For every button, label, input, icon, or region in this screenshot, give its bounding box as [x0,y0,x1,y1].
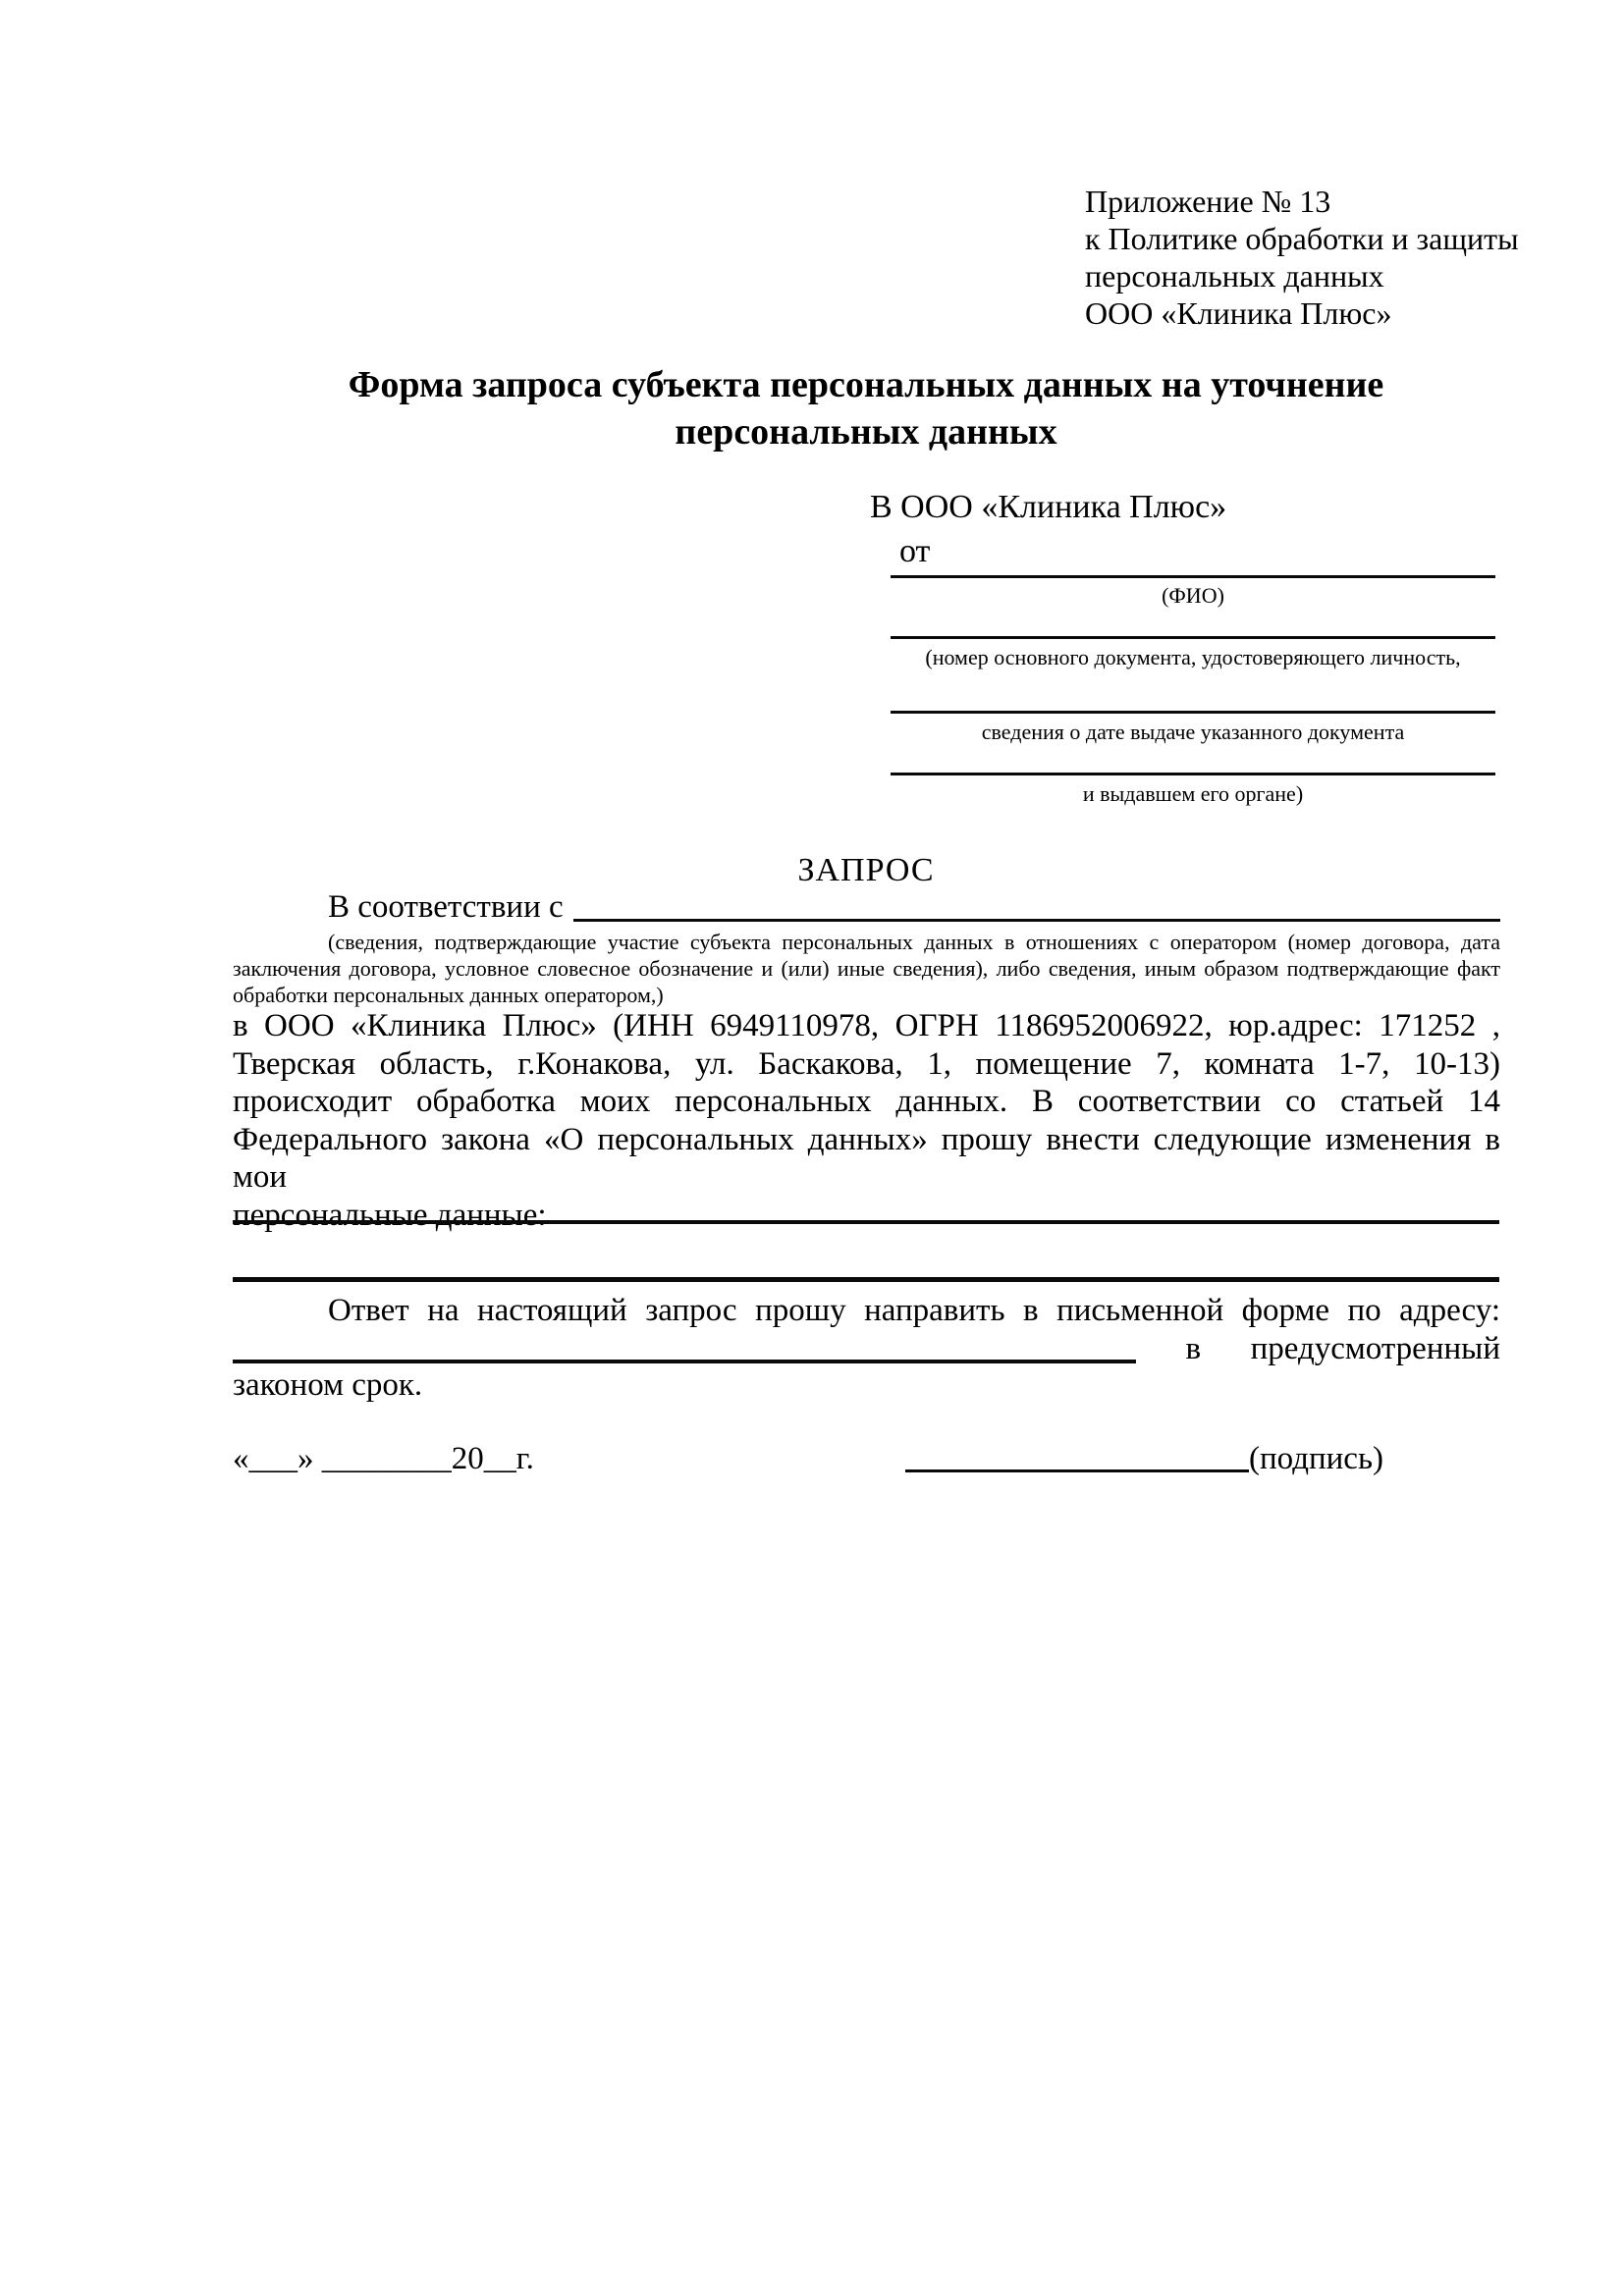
document-number-blank-line [891,636,1495,639]
fio-caption: (ФИО) [1162,583,1224,608]
issue-date-blank-line [891,711,1495,714]
footnote-line-2: заключения договора, условное словесное обозначение и (или) иные сведения), либо сведения, иным образом подтверждающие факт [233,956,1500,981]
document-title-line-2: персональных данных [675,411,1057,453]
request-body [233,1007,1500,1235]
address-blank-line [233,1360,1136,1363]
issuing-authority-caption: и выдавшем его органе) [1082,781,1304,806]
signature-caption: (подпись) [1249,1441,1383,1476]
response-word-term: предусмотренный [1250,1331,1500,1366]
intro-prefix: В соответствии с [328,889,564,925]
footnote-line-1: (сведения, подтверждающие участие субъекта персональных данных в отношениях с оператором (номер договора, дата [328,930,1500,954]
footnote [233,929,1500,1008]
address-blank-row [233,1329,1500,1366]
appendix-policy-line-2: персональных данных [1085,258,1384,294]
document-number-caption: (номер основного документа, удостоверяющего личность, [925,645,1461,669]
date-blank: «___» ________20__г. [233,1441,534,1476]
signature-blank-line [905,1469,1249,1472]
signature-row [233,1437,1499,1478]
body-line-3: происходит обработка моих персональных данных. В соответствии со статьей 14 [233,1084,1500,1120]
issuing-authority-blank-line [891,773,1495,775]
intro-blank-line [573,919,1500,922]
body-line-2: Тверская область, г.Конакова, ул. Баскакова, 1, помещение 7, комната 1-7, 10-13) [233,1045,1500,1082]
signature-group [905,1439,1383,1478]
changes-blank-line-1 [233,1220,1499,1224]
body-line-5: персональные данные: [233,1197,547,1233]
document-title-line-1: Форма запроса субъекта персональных данных на уточнение [348,364,1384,405]
addressee-from-label: от [899,533,931,569]
response-word-v: в [1185,1331,1202,1366]
issue-date-caption: сведения о дате выдаче указанного документа [981,720,1405,744]
appendix-policy-line: к Политике обработки и защиты [1085,221,1519,256]
intro-row [233,886,1500,926]
addressee-to: В ООО «Клиника Плюс» [870,489,1227,525]
request-heading: ЗАПРОС [797,852,935,888]
footnote-line-3: обработки персональных данных оператором,) [233,983,664,1007]
appendix-number: Приложение № 13 [1085,184,1331,219]
body-line-1: в ООО «Клиника Плюс» (ИНН 6949110978, ОГРН 1186952006922, юр.адрес: 171252 , [233,1008,1500,1043]
appendix-company: ООО «Клиника Плюс» [1085,295,1392,331]
fio-blank-line [891,575,1495,578]
document-title [233,361,1499,455]
response-address-line: Ответ на настоящий запрос прошу направить в письменной форме по адресу: [328,1293,1500,1328]
response-closing-line: законом срок. [233,1367,423,1403]
changes-blank-line-2 [233,1277,1499,1282]
body-line-4: Федерального закона «О персональных данных» прошу внести следующие изменения в мои [233,1121,1500,1196]
appendix-header [1085,183,1519,332]
